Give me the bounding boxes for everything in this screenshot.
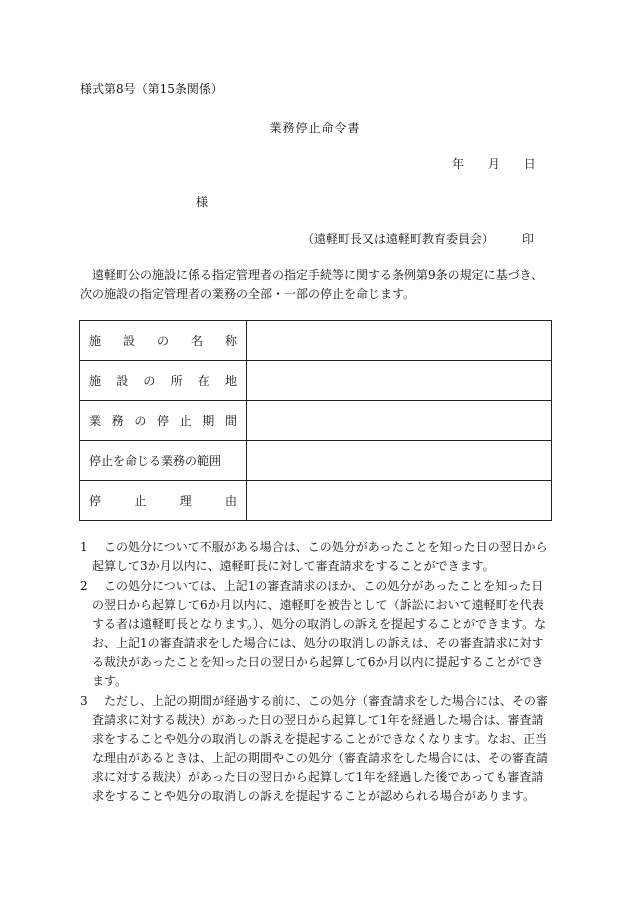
label-char: 理	[179, 494, 192, 508]
label-char: 止	[134, 494, 147, 508]
row-label-text	[89, 452, 237, 469]
label-char: 停止を命じる業務の範囲	[89, 454, 222, 468]
note-text: この処分について不服がある場合は、この処分があったことを知った日の翌日から起算して3か月以内に、遠軽町長に対して審査請求をすることができます。	[92, 540, 548, 573]
label-char: 設	[122, 334, 135, 348]
label-char: 由	[224, 494, 237, 508]
table-row	[80, 321, 552, 361]
label-char: の	[156, 334, 169, 348]
issuer-name: （遠軽町長又は遠軽町教育委員会）	[302, 232, 495, 246]
row-label	[80, 361, 247, 401]
label-char: 務	[111, 414, 124, 428]
row-label	[80, 321, 247, 361]
document-title: 業務停止命令書	[269, 121, 361, 135]
row-label-text	[89, 372, 237, 389]
note-number: 1	[80, 540, 88, 554]
table-row	[80, 481, 552, 521]
seal-mark: 印	[522, 232, 535, 246]
facility-table	[79, 320, 552, 521]
note-text: ただし、上記の期間が経過する前に、この処分（審査請求をした場合には、その審査請求に対する裁決）があった日の翌日から起算して1年を経過した場合は、審査請求をすることや処分の取消しの訴えを提起することができなくなります。なお、正当な理由があるときは、上記の期間やこの処分（審査請求をした場合には、その審査請求に対する裁決）があった日の翌日から起算して1年を経過した後であっても審査請求をすることや処分の取消しの訴えを提起することが認められる場合があります。	[92, 694, 549, 803]
label-char: 在	[197, 374, 210, 388]
label-char: 間	[224, 414, 237, 428]
appeal-notes	[80, 538, 552, 807]
row-label	[80, 481, 247, 521]
label-char: 所	[170, 374, 183, 388]
label-char: の	[143, 374, 156, 388]
label-char: 施	[89, 374, 102, 388]
form-number: 様式第8号（第15条関係）	[80, 82, 223, 96]
label-char: 停	[156, 414, 169, 428]
label-char: 設	[116, 374, 129, 388]
date-line	[452, 155, 536, 172]
note-number: 3	[80, 694, 88, 708]
label-char: 止	[179, 414, 192, 428]
row-value	[247, 321, 552, 361]
date-month-label: 月	[487, 157, 500, 171]
row-value	[247, 361, 552, 401]
label-char: 施	[89, 334, 102, 348]
label-char: 称	[224, 334, 237, 348]
row-value	[247, 401, 552, 441]
note-text: この処分については、上記1の審査請求のほか、この処分があったことを知った日の翌日から起算して6か月以内に、遠軽町を被告として（訴訟において遠軽町を代表する者は遠軽町長となります。）、処分の取消しの訴えを提起することができます。なお、上記1の審査請求をした場合には、処分の取消しの訴えは、その審査請求に対する裁決があったことを知った日の翌日から起算して6か月以内に提起することができます。	[92, 579, 547, 688]
label-char: 停	[89, 494, 102, 508]
note-item	[80, 538, 552, 576]
row-label-text	[89, 492, 237, 509]
table-row	[80, 361, 552, 401]
label-char: 業	[89, 414, 102, 428]
date-day-label: 日	[523, 157, 536, 171]
row-label-text	[89, 412, 237, 429]
note-number: 2	[80, 579, 88, 593]
row-label	[80, 401, 247, 441]
row-label	[80, 441, 247, 481]
intro-paragraph: 遠軽町公の施設に係る指定管理者の指定手続等に関する条例第9条の規定に基づき、次の施設の指定管理者の業務の全部・一部の停止を命じます。	[80, 268, 544, 301]
table-row	[80, 441, 552, 481]
addressee-honorific: 様	[196, 195, 209, 209]
label-char: 地	[224, 374, 237, 388]
label-char: 期	[202, 414, 215, 428]
note-item	[80, 577, 552, 691]
row-value	[247, 441, 552, 481]
date-year-label: 年	[452, 157, 465, 171]
label-char: 名	[190, 334, 203, 348]
row-label-text	[89, 332, 237, 349]
row-value	[247, 481, 552, 521]
note-item	[80, 692, 552, 806]
label-char: の	[134, 414, 147, 428]
table-row	[80, 401, 552, 441]
